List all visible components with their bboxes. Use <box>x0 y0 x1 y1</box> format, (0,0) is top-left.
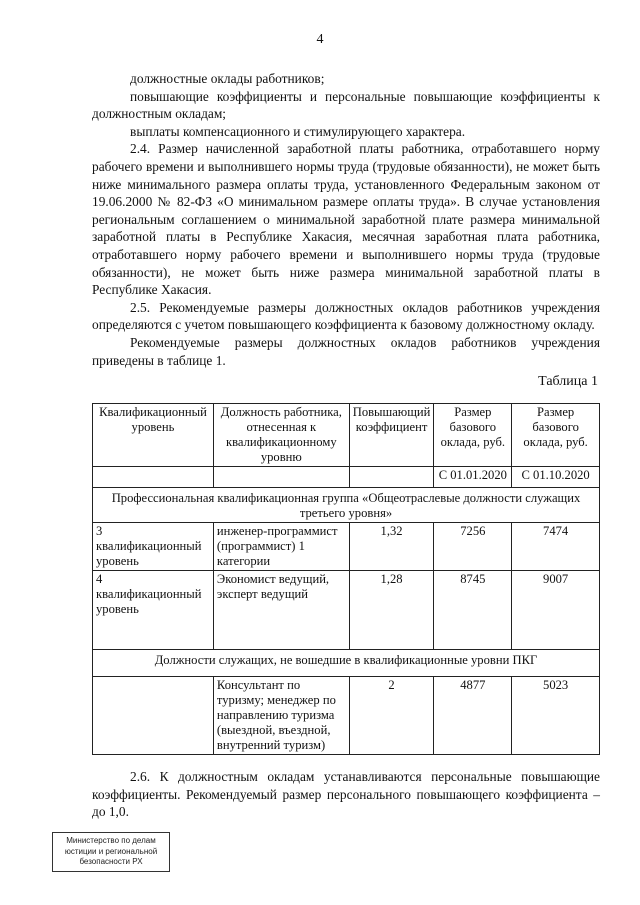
salary-cell: 5023 <box>512 677 600 755</box>
header-cell: Повышающий коэффициент <box>349 404 434 467</box>
header-cell: Квалификационный уровень <box>93 404 214 467</box>
group-title: Профессиональная квалификационная группа «Общеотраслевые должности служащих третьего уровня» <box>93 488 600 523</box>
table-caption: Таблица 1 <box>538 374 598 389</box>
date-cell: С 01.10.2020 <box>512 467 600 488</box>
salary-cell: 9007 <box>512 571 600 650</box>
salary-table <box>92 403 600 755</box>
paragraph: Рекомендуемые размеры должностных окладов работников учреждения приведены в таблице 1. <box>92 334 600 368</box>
empty-cell <box>213 467 349 488</box>
position-cell: Экономист ведущий, эксперт ведущий <box>213 571 349 650</box>
stamp-line: безопасности РХ <box>79 857 143 866</box>
salary-cell: 7256 <box>434 523 512 571</box>
group-title-row <box>93 488 600 523</box>
paragraph: 2.6. К должностным окладам устанавливаются персональные повышающие коэффициенты. Рекомендуемый размер персонального повышающего коэффициента – до 1,0. <box>92 769 600 820</box>
paragraph: 2.5. Рекомендуемые размеры должностных окладов работников учреждения определяются с учетом повышающего коэффициента к базовому должностному окладу. <box>92 299 600 333</box>
coef-cell: 2 <box>349 677 434 755</box>
group-title-row <box>93 650 600 677</box>
header-cell: Размер базового оклада, руб. <box>512 404 600 467</box>
body-text <box>92 70 600 369</box>
table-header-row <box>93 404 600 467</box>
stamp-line: юстиции и региональной <box>64 846 158 856</box>
salary-cell: 4877 <box>434 677 512 755</box>
coef-cell: 1,28 <box>349 571 434 650</box>
body-text-bottom <box>92 768 600 821</box>
position-cell: инженер-программист (программист) 1 категории <box>213 523 349 571</box>
paragraph: повышающие коэффициенты и персональные повышающие коэффициенты к должностным окладам; <box>92 88 600 122</box>
stamp-line: Министерство по делам <box>66 836 156 845</box>
paragraph: должностные оклады работников; <box>130 71 325 86</box>
group-title: Должности служащих, не вошедшие в квалификационные уровни ПКГ <box>93 650 600 677</box>
table-row <box>93 571 600 650</box>
table-dates-row <box>93 467 600 488</box>
level-cell: 4 квалификационный уровень <box>93 571 214 650</box>
empty-cell <box>349 467 434 488</box>
table-row <box>93 523 600 571</box>
coef-cell: 1,32 <box>349 523 434 571</box>
position-cell: Консультант по туризму; менеджер по направлению туризма (выездной, въездной, внутренний туризм) <box>213 677 349 755</box>
table-row <box>93 677 600 755</box>
level-cell <box>93 677 214 755</box>
page-number: 4 <box>316 32 324 47</box>
salary-cell: 7474 <box>512 523 600 571</box>
paragraph: 2.4. Размер начисленной заработной платы работника, отработавшего норму рабочего времени и выполнившего нормы труда (трудовые обязанности), не может быть ниже минимального размера оплаты труда, установленного Федеральным законом от 19.06.2000 № 82-ФЗ «О минимальном размере оплаты труда». В случае установления региональным соглашением о минимальной заработной плате размера минимальной заработной платы в Республике Хакасия, месячная заработная плата работника, отработавшего норму рабочего времени и выполнившего нормы труда (трудовые обязанности), не может быть ниже размера минимальной заработной платы в Республике Хакасия. <box>92 141 600 298</box>
header-cell: Должность работника, отнесенная к квалификационному уровню <box>213 404 349 467</box>
header-cell: Размер базового оклада, руб. <box>434 404 512 467</box>
paragraph: выплаты компенсационного и стимулирующего характера. <box>130 123 466 139</box>
date-cell: С 01.01.2020 <box>434 467 512 488</box>
salary-cell: 8745 <box>434 571 512 650</box>
ministry-stamp <box>52 832 170 872</box>
level-cell: 3 квалификационный уровень <box>93 523 214 571</box>
empty-cell <box>93 467 214 488</box>
